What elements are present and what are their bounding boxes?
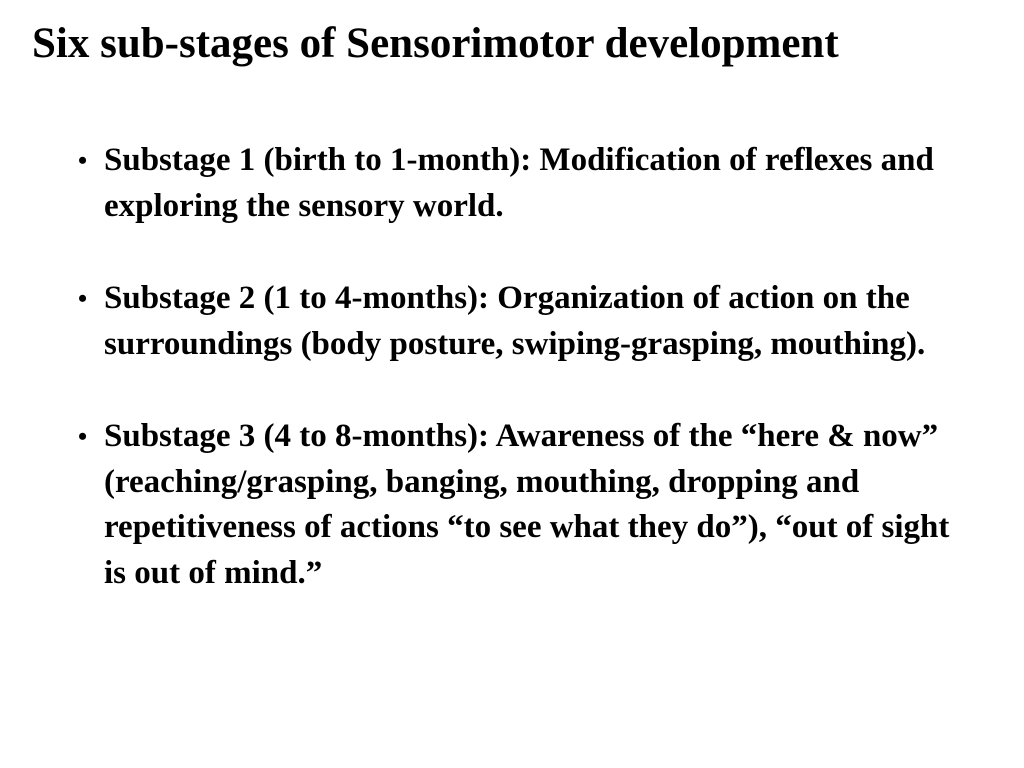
bullet-item-substage-1 bbox=[78, 138, 958, 229]
bullet-item-substage-3 bbox=[78, 414, 958, 596]
bullet-dot-icon: • bbox=[78, 146, 88, 175]
bullet-text: Substage 1 (birth to 1-month): Modification of reflexes and exploring the sensory world. bbox=[104, 142, 934, 224]
bullet-text: Substage 3 (4 to 8-months): Awareness of the “here & now” (reaching/grasping, banging, mouthing, dropping and repetitiveness of actions “to see what they do”), “out of sight is out of mind.” bbox=[104, 418, 950, 591]
bullet-dot-icon: • bbox=[78, 284, 88, 313]
slide-title: Six sub-stages of Sensorimotor development bbox=[32, 20, 839, 67]
bullet-list bbox=[78, 138, 958, 643]
bullet-text: Substage 2 (1 to 4-months): Organization of action on the surroundings (body posture, swiping-grasping, mouthing). bbox=[104, 280, 926, 362]
bullet-item-substage-2 bbox=[78, 276, 958, 367]
bullet-dot-icon: • bbox=[78, 422, 88, 451]
